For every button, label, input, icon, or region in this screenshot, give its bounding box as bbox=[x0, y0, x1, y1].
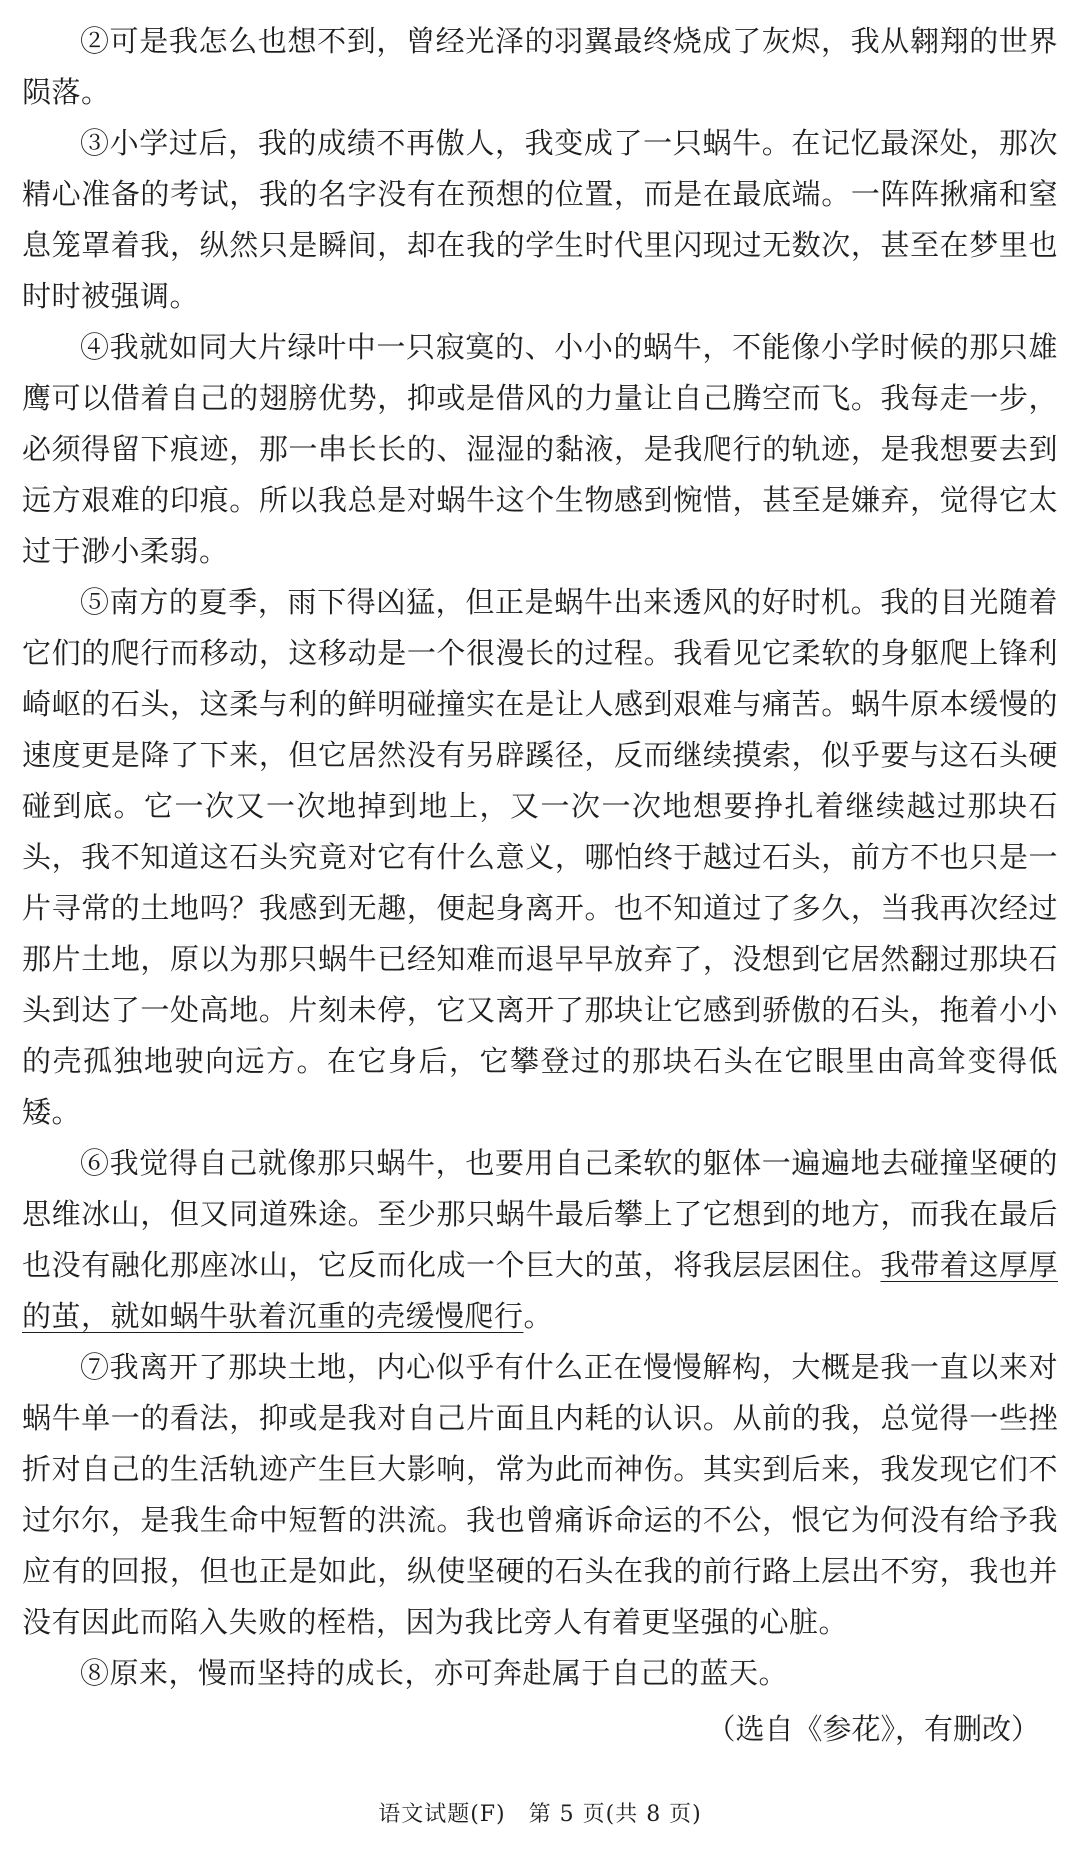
page-footer: 语文试题(F) 第 5 页(共 8 页) bbox=[378, 1802, 702, 1827]
paragraph-3: ③小学过后，我的成绩不再傲人，我变成了一只蜗牛。在记忆最深处，那次精心准备的考试，我的名字没有在预想的位置，而是在最底端。一阵阵揪痛和窒息笼罩着我，纵然只是瞬间，却在我的学生时代里闪现过无数次，甚至在梦里也时时被强调。 bbox=[22, 126, 1058, 313]
paragraph-4: ④我就如同大片绿叶中一只寂寞的、小小的蜗牛，不能像小学时候的那只雄鹰可以借着自己的翅膀优势，抑或是借风的力量让自己腾空而飞。我每走一步，必须得留下痕迹，那一串长长的、湿湿的黏液，是我爬行的轨迹，是我想要去到远方艰难的印痕。所以我总是对蜗牛这个生物感到惋惜，甚至是嫌弃，觉得它太过于渺小柔弱。 bbox=[22, 330, 1058, 568]
paragraph-6-end: 。 bbox=[523, 1299, 554, 1333]
paragraph-2: ②可是我怎么也想不到，曾经光泽的羽翼最终烧成了灰烬，我从翱翔的世界陨落。 bbox=[22, 24, 1058, 109]
paragraph-8: ⑧原来，慢而坚持的成长，亦可奔赴属于自己的蓝天。 bbox=[80, 1656, 789, 1690]
paragraph-7: ⑦我离开了那块土地，内心似乎有什么正在慢慢解构，大概是我一直以来对蜗牛单一的看法，抑或是我对自己片面且内耗的认识。从前的我，总觉得一些挫折对自己的生活轨迹产生巨大影响，常为此而神伤。其实到后来，我发现它们不过尔尔，是我生命中短暂的洪流。我也曾痛诉命运的不公，恨它为何没有给予我应有的回报，但也正是如此，纵使坚硬的石头在我的前行路上层出不穷，我也并没有因此而陷入失败的桎梏，因为我比旁人有着更坚强的心脏。 bbox=[22, 1350, 1058, 1639]
paragraph-6-text: ⑥我觉得自己就像那只蜗牛，也要用自己柔软的躯体一遍遍地去碰撞坚硬的思维冰山，但又同道殊途。至少那只蜗牛最后攀上了它想到的地方，而我在最后也没有融化那座冰山，它反而化成一个巨大的茧，将我层层困住。 bbox=[22, 1146, 1058, 1282]
paragraph-5: ⑤南方的夏季，雨下得凶猛，但正是蜗牛出来透风的好时机。我的目光随着它们的爬行而移动，这移动是一个很漫长的过程。我看见它柔软的身躯爬上锋利崎岖的石头，这柔与利的鲜明碰撞实在是让人感到艰难与痛苦。蜗牛原本缓慢的速度更是降了下来，但它居然没有另辟蹊径，反而继续摸索，似乎要与这石头硬碰到底。它一次又一次地掉到地上，又一次一次地想要挣扎着继续越过那块石头，我不知道这石头究竟对它有什么意义，哪怕终于越过石头，前方不也只是一片寻常的土地吗？我感到无趣，便起身离开。也不知道过了多久，当我再次经过那片土地，原以为那只蜗牛已经知难而退早早放弃了，没想到它居然翻过那块石头到达了一处高地。片刻未停，它又离开了那块让它感到骄傲的石头，拖着小小的壳孤独地驶向远方。在它身后，它攀登过的那块石头在它眼里由高耸变得低矮。 bbox=[22, 585, 1058, 1129]
paragraph-6 bbox=[22, 1138, 1058, 1342]
underlined-sentence: 我带着这厚厚的茧，就如蜗牛驮着沉重的壳缓慢爬行 bbox=[22, 1248, 1058, 1333]
source-citation: （选自《参花》，有删改） bbox=[706, 1712, 1040, 1746]
